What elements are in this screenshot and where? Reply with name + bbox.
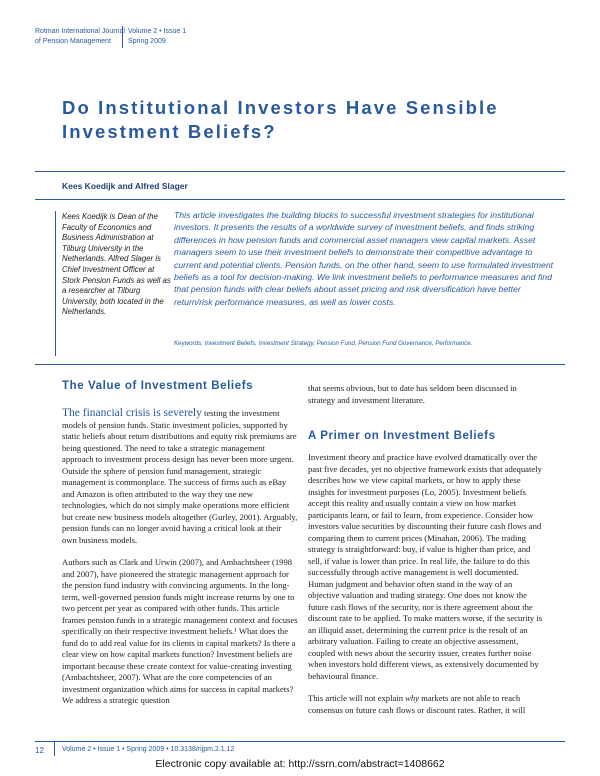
article-keywords: Keywords: Investment Beliefs, Investment Strategy, Pension Fund, Pension Fund Governance, Performance. bbox=[174, 340, 473, 347]
electronic-copy-link[interactable]: Electronic copy available at: http://ssrn.com/abstract=1408662 bbox=[155, 758, 445, 770]
body-column-left bbox=[62, 408, 298, 707]
article-abstract: This article investigates the building blocks to successful investment strategies for institutional investors. It presents the results of a worldwide survey of investment beliefs, and finds striking differences in how pension funds and commercial asset managers view capital markets. Asset managers seem to use their investment beliefs to demonstrate their competitive advantage to current and potential clients. Pension funds, on the other hand, seem to use formulated investment beliefs as a tool for decision-making. We link investment beliefs to performance measures and find that pension funds with clear beliefs about asset pricing and risk diversification have better return/risk performance measures, as well as lower costs. bbox=[174, 210, 554, 307]
body-paragraph: Investment theory and practice have evolved dramatically over the past five decades, yet no objective framework exists that adequately describes how we view capital markets, or how to apply these insights for investment purposes (Lo, 2005). Investment beliefs accept this reality and usually contain a view on how market participants learn, or fail to learn, from experience. Consider how investors value securities by discounting their future cash flows and comparing them to current prices (Minahan, 2006). The trading strategy is straightforward: buy, if value is higher than price, and sell, if value is lower than price. In real life, the failure to do this successfully through active management is well documented. Human judgment and behavior often stand in the way of an objective valuation and trading strategy. One does not know the future cash flows of the security, nor is there agreement about the discount rate to be applied. To make matters worse, if the security is an illiquid asset, determining the current price is the result of an arbitrary valuation. Failing to create an objective assessment, coupled with news about the security issuer, creates further noise when investors hold different views, as extensively documented by behavioural finance. bbox=[308, 452, 543, 681]
body-paragraph: Authors such as Clark and Urwin (2007), and Ambachtsheer (1998 and 2007), have pioneered the strategic management approach for the pension fund industry with convincing arguments. In the long-term, well-governed pension funds might increase returns by one to two percent per year as compared with other funds. This article frames pension funds in a strategic management context and focuses specifically on their respective investment beliefs.¹ What does the fund do to add real value for its clients in capital markets? Is there a clear view on how capital markets function? Investment beliefs are important because these create context for value-creating investing (Ambachtsheer, 2007). What are the core competencies of an investment organization which aims for success in capital markets? We address a strategic question bbox=[62, 557, 298, 705]
journal-name-line1: Rotman International Journal bbox=[35, 28, 125, 35]
author-bio: Kees Koedijk is Dean of the Faculty of Economics and Business Administration at Tilburg University in the Netherlands. Alfred Slager is Chief Investment Officer at Stork Pension Funds as well as a researcher at Tilburg University, both located in the Netherlands. bbox=[62, 212, 171, 317]
footer-divider bbox=[54, 742, 55, 756]
footer-rule bbox=[35, 741, 565, 742]
lead-in: The financial crisis is severely bbox=[62, 407, 202, 419]
volume-issue: Volume 2 • Issue 1 bbox=[128, 28, 187, 35]
article-title: Do Institutional Investors Have Sensible Investment Beliefs? bbox=[62, 97, 499, 142]
body-paragraph: This article will not explain why markets are not able to reach consensus on future cash flows or discount rates. Rather, it will bbox=[308, 693, 526, 715]
journal-name bbox=[35, 27, 125, 46]
article-authors: Kees Koedijk and Alfred Slager bbox=[62, 181, 188, 191]
bio-bar bbox=[55, 211, 56, 356]
section-heading-primer: A Primer on Investment Beliefs bbox=[308, 430, 496, 442]
page-number: 12 bbox=[35, 746, 44, 755]
body-paragraph: that seems obvious, but to date has seldom been discussed in strategy and investment literature. bbox=[308, 383, 517, 405]
paragraph-text: testing the investment models of pension funds. Static investment policies, supported by static beliefs about return distributions and equity risk premiums are being questioned. The need to take a strategic management approach to investment process design has never been more urgent. Outside the sphere of pension fund management, strategic management is commonplace. The success of firms such as eBay and Amazon is often attributed to the way they use new technologies, which do not simply make operations more efficient but create new business models altogether (Gurley, 2001). Arguably, pension funds can no longer avoid having a critical look at their own business models. bbox=[62, 408, 298, 545]
body-column-right-top bbox=[308, 383, 544, 406]
journal-name-line2: of Pension Management bbox=[35, 37, 111, 45]
body-column-right bbox=[308, 452, 544, 716]
authors-rule bbox=[35, 199, 565, 200]
section-heading-value-of-beliefs: The Value of Investment Beliefs bbox=[62, 380, 254, 392]
body-paragraph bbox=[62, 408, 298, 546]
abstract-rule bbox=[35, 364, 565, 365]
header-divider bbox=[122, 26, 123, 48]
issue-info bbox=[128, 27, 186, 46]
title-rule bbox=[35, 171, 565, 172]
footer-citation: Volume 2 • Issue 1 • Spring 2009 • 10.3138/rijpm.2.1.12 bbox=[62, 746, 235, 753]
emphasis-text: why bbox=[405, 693, 419, 703]
issue-date: Spring 2009 bbox=[128, 37, 166, 45]
